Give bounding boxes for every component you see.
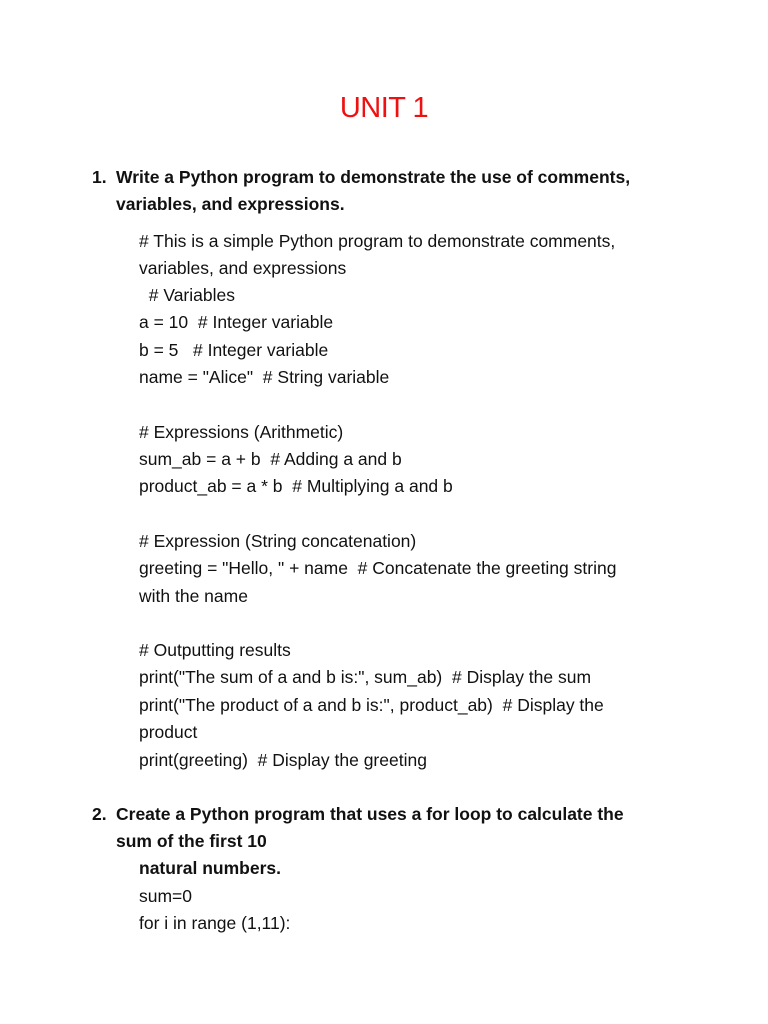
question-1-number: 1. xyxy=(92,167,107,187)
code-line: product_ab = a * b # Multiplying a and b xyxy=(139,476,453,496)
question-1-line-1: Write a Python program to demonstrate the use of comments, xyxy=(116,167,631,187)
code-line: variables, and expressions xyxy=(139,258,347,278)
code-line: print("The sum of a and b is:", sum_ab) # Display the sum xyxy=(139,667,592,687)
code-line: with the name xyxy=(139,586,248,606)
question-2-number: 2. xyxy=(92,804,107,824)
question-1 xyxy=(92,164,672,217)
code-line: # This is a simple Python program to demonstrate comments, xyxy=(139,231,616,251)
question-2-line-3: natural numbers. xyxy=(139,858,281,878)
code-line: sum_ab = a + b # Adding a and b xyxy=(139,449,402,469)
code-line: # Outputting results xyxy=(139,640,291,660)
question-2 xyxy=(92,801,672,854)
code-line: product xyxy=(139,722,198,742)
code-line: a = 10 # Integer variable xyxy=(139,312,334,332)
question-2-line-1: Create a Python program that uses a for loop to calculate the xyxy=(116,804,624,824)
code-line: b = 5 # Integer variable xyxy=(139,340,329,360)
code-line: # Expressions (Arithmetic) xyxy=(139,422,344,442)
code-line: print("The product of a and b is:", product_ab) # Display the xyxy=(139,695,604,715)
code-line: print(greeting) # Display the greeting xyxy=(139,750,427,770)
code-line: greeting = "Hello, " + name # Concatenate the greeting string xyxy=(139,558,617,578)
code-line: # Variables xyxy=(139,285,235,305)
code-line: # Expression (String concatenation) xyxy=(139,531,417,551)
code-line: sum=0 xyxy=(139,886,193,906)
code-line: for i in range (1,11): xyxy=(139,913,291,933)
unit-title: UNIT 1 xyxy=(339,92,429,124)
code-line: name = "Alice" # String variable xyxy=(139,367,390,387)
question-2-line-2: sum of the first 10 xyxy=(116,830,267,851)
question-1-line-2: variables, and expressions. xyxy=(116,193,345,214)
